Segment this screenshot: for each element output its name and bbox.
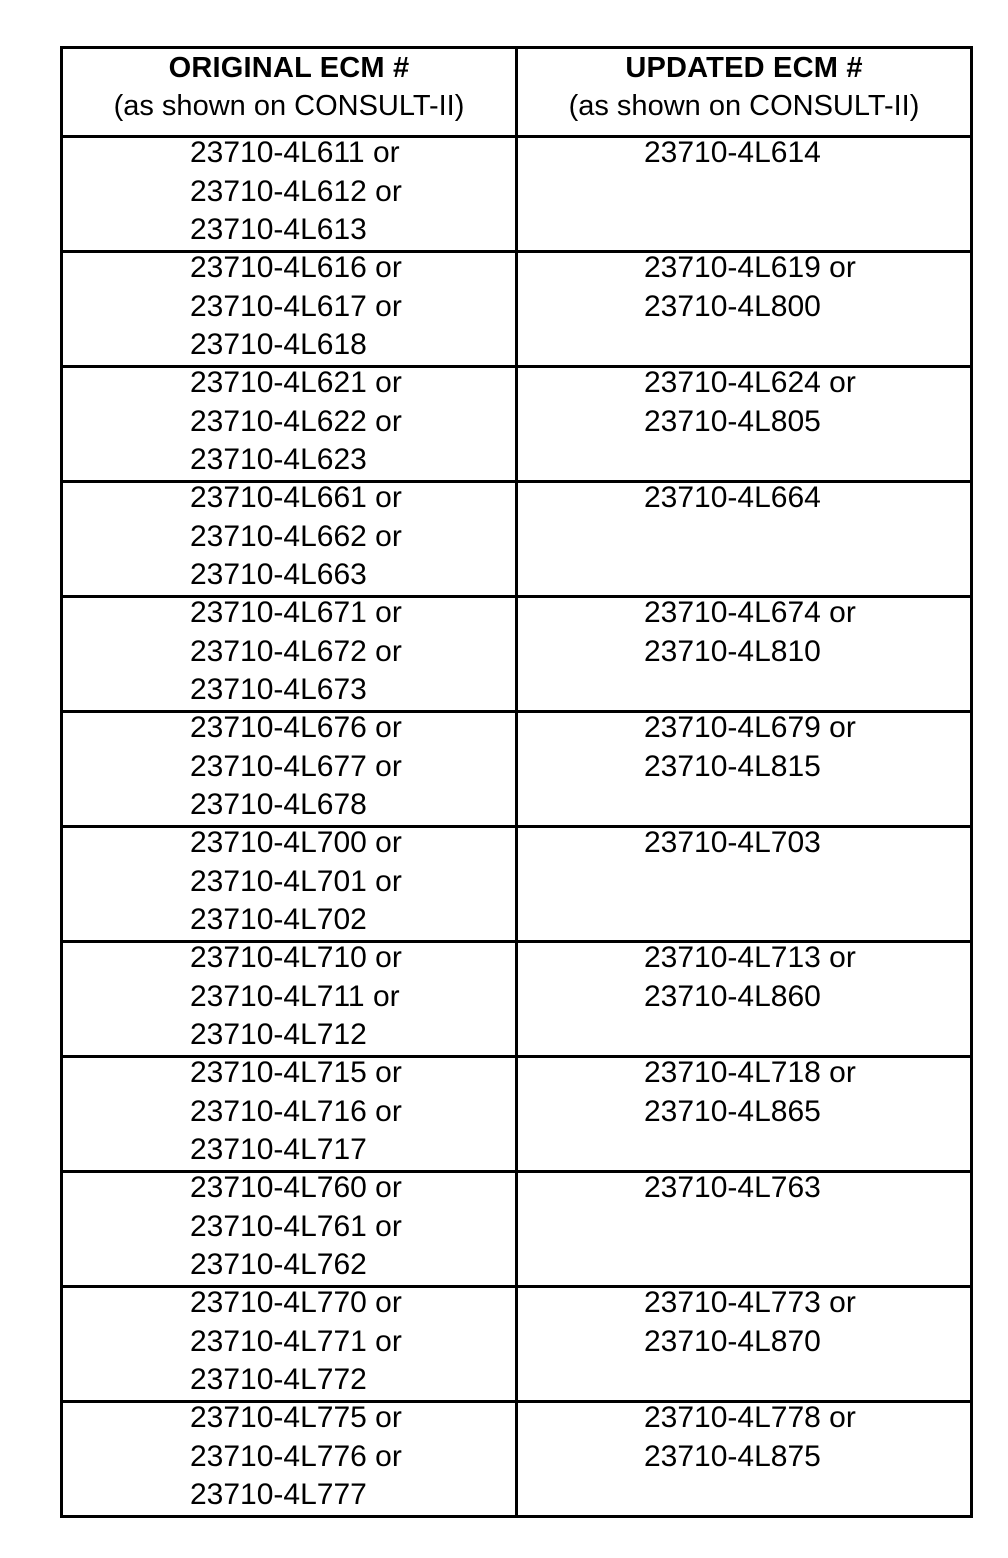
original-ecm-number: 23710-4L673	[190, 673, 367, 706]
original-ecm-number: 23710-4L616 or	[190, 251, 402, 284]
updated-ecm-cell	[517, 597, 972, 712]
table-body	[62, 137, 972, 1517]
updated-ecm-cell-lines	[518, 939, 970, 1016]
updated-ecm-cell	[517, 1287, 972, 1402]
original-ecm-cell	[62, 597, 517, 712]
table-row	[62, 942, 972, 1057]
table-row	[62, 252, 972, 367]
original-ecm-cell-lines	[63, 709, 515, 825]
updated-ecm-cell-lines	[518, 1169, 970, 1208]
header-original	[62, 48, 517, 137]
original-ecm-number: 23710-4L611 or	[190, 136, 400, 169]
updated-ecm-cell	[517, 1057, 972, 1172]
header-row	[62, 48, 972, 137]
original-ecm-cell-lines	[63, 1169, 515, 1285]
updated-ecm-number: 23710-4L865	[644, 1094, 821, 1128]
original-ecm-number: 23710-4L711 or	[190, 979, 400, 1013]
original-ecm-cell-lines	[63, 249, 515, 365]
updated-ecm-cell-lines	[518, 479, 970, 518]
original-ecm-cell	[62, 482, 517, 597]
header-updated-subtitle: (as shown on CONSULT-II)	[568, 90, 920, 122]
updated-ecm-cell-lines	[518, 1284, 970, 1361]
updated-ecm-cell-lines	[518, 1399, 970, 1476]
original-ecm-number: 23710-4L772	[190, 1363, 367, 1396]
header-original-title: ORIGINAL ECM #	[168, 52, 410, 84]
table-row	[62, 827, 972, 942]
original-ecm-number: 23710-4L676 or	[190, 711, 402, 744]
original-ecm-number: 23710-4L672 or	[190, 634, 402, 668]
original-ecm-number: 23710-4L661 or	[190, 481, 402, 514]
updated-ecm-cell	[517, 1402, 972, 1517]
updated-ecm-cell	[517, 827, 972, 942]
original-ecm-number: 23710-4L612 or	[190, 174, 402, 208]
original-ecm-cell	[62, 1287, 517, 1402]
header-original-subtitle: (as shown on CONSULT-II)	[113, 90, 465, 122]
updated-ecm-number: 23710-4L810	[644, 634, 821, 668]
updated-ecm-number: 23710-4L664	[644, 481, 821, 514]
original-ecm-number: 23710-4L677 or	[190, 749, 402, 783]
updated-ecm-number: 23710-4L773 or	[644, 1286, 856, 1319]
original-ecm-cell	[62, 942, 517, 1057]
original-ecm-cell-lines	[63, 1054, 515, 1170]
updated-ecm-cell	[517, 137, 972, 252]
original-ecm-number: 23710-4L613	[190, 213, 367, 246]
original-ecm-cell	[62, 252, 517, 367]
updated-ecm-number: 23710-4L679 or	[644, 711, 856, 744]
original-ecm-cell	[62, 1057, 517, 1172]
updated-ecm-cell	[517, 367, 972, 482]
updated-ecm-number: 23710-4L870	[644, 1324, 821, 1358]
original-ecm-number: 23710-4L760 or	[190, 1171, 402, 1204]
original-ecm-number: 23710-4L715 or	[190, 1056, 402, 1089]
table-row	[62, 1402, 972, 1517]
original-ecm-number: 23710-4L710 or	[190, 941, 402, 974]
original-ecm-number: 23710-4L712	[190, 1018, 367, 1051]
updated-ecm-cell-lines	[518, 594, 970, 671]
updated-ecm-number: 23710-4L800	[644, 289, 821, 323]
original-ecm-cell-lines	[63, 939, 515, 1055]
updated-ecm-cell-lines	[518, 824, 970, 863]
updated-ecm-number: 23710-4L860	[644, 979, 821, 1013]
header-updated	[517, 48, 972, 137]
original-ecm-number: 23710-4L622 or	[190, 404, 402, 438]
original-ecm-number: 23710-4L702	[190, 903, 367, 936]
original-ecm-number: 23710-4L617 or	[190, 289, 402, 323]
updated-ecm-number: 23710-4L778 or	[644, 1401, 856, 1434]
table-row	[62, 137, 972, 252]
updated-ecm-cell-lines	[518, 709, 970, 786]
original-ecm-cell	[62, 1172, 517, 1287]
table-row	[62, 482, 972, 597]
updated-ecm-number: 23710-4L619 or	[644, 251, 856, 284]
updated-ecm-cell	[517, 252, 972, 367]
original-ecm-number: 23710-4L762	[190, 1248, 367, 1281]
original-ecm-cell-lines	[63, 364, 515, 480]
updated-ecm-number: 23710-4L815	[644, 749, 821, 783]
updated-ecm-number: 23710-4L875	[644, 1439, 821, 1473]
updated-ecm-number: 23710-4L614	[644, 136, 821, 169]
original-ecm-number: 23710-4L775 or	[190, 1401, 402, 1434]
updated-ecm-number: 23710-4L805	[644, 404, 821, 438]
original-ecm-number: 23710-4L761 or	[190, 1209, 402, 1243]
original-ecm-cell-lines	[63, 134, 515, 250]
updated-ecm-cell	[517, 942, 972, 1057]
header-updated-title: UPDATED ECM #	[625, 52, 863, 84]
updated-ecm-cell	[517, 712, 972, 827]
original-ecm-cell	[62, 827, 517, 942]
updated-ecm-number: 23710-4L763	[644, 1171, 821, 1204]
updated-ecm-number: 23710-4L674 or	[644, 596, 856, 629]
original-ecm-number: 23710-4L671 or	[190, 596, 402, 629]
original-ecm-number: 23710-4L717	[190, 1133, 367, 1166]
updated-ecm-number: 23710-4L624 or	[644, 366, 856, 399]
original-ecm-number: 23710-4L700 or	[190, 826, 402, 859]
original-ecm-number: 23710-4L662 or	[190, 519, 402, 553]
original-ecm-cell-lines	[63, 824, 515, 940]
original-ecm-cell-lines	[63, 594, 515, 710]
original-ecm-cell-lines	[63, 1284, 515, 1400]
updated-ecm-cell-lines	[518, 249, 970, 326]
updated-ecm-number: 23710-4L703	[644, 826, 821, 859]
original-ecm-cell	[62, 1402, 517, 1517]
original-ecm-cell	[62, 137, 517, 252]
updated-ecm-number: 23710-4L718 or	[644, 1056, 856, 1089]
original-ecm-number: 23710-4L678	[190, 788, 367, 821]
original-ecm-number: 23710-4L716 or	[190, 1094, 402, 1128]
updated-ecm-cell-lines	[518, 1054, 970, 1131]
updated-ecm-number: 23710-4L713 or	[644, 941, 856, 974]
table-row	[62, 1172, 972, 1287]
table-row	[62, 597, 972, 712]
updated-ecm-cell-lines	[518, 134, 970, 173]
original-ecm-cell-lines	[63, 479, 515, 595]
original-ecm-number: 23710-4L777	[190, 1478, 367, 1511]
ecm-table	[60, 46, 973, 1518]
table-row	[62, 1287, 972, 1402]
original-ecm-number: 23710-4L621 or	[190, 366, 402, 399]
original-ecm-number: 23710-4L771 or	[190, 1324, 402, 1358]
updated-ecm-cell-lines	[518, 364, 970, 441]
original-ecm-number: 23710-4L663	[190, 558, 367, 591]
original-ecm-cell	[62, 367, 517, 482]
original-ecm-number: 23710-4L701 or	[190, 864, 402, 898]
original-ecm-number: 23710-4L623	[190, 443, 367, 476]
original-ecm-number: 23710-4L770 or	[190, 1286, 402, 1319]
original-ecm-cell-lines	[63, 1399, 515, 1515]
original-ecm-cell	[62, 712, 517, 827]
table-row	[62, 367, 972, 482]
updated-ecm-cell	[517, 482, 972, 597]
table-row	[62, 1057, 972, 1172]
table-row	[62, 712, 972, 827]
updated-ecm-cell	[517, 1172, 972, 1287]
original-ecm-number: 23710-4L618	[190, 328, 367, 361]
original-ecm-number: 23710-4L776 or	[190, 1439, 402, 1473]
